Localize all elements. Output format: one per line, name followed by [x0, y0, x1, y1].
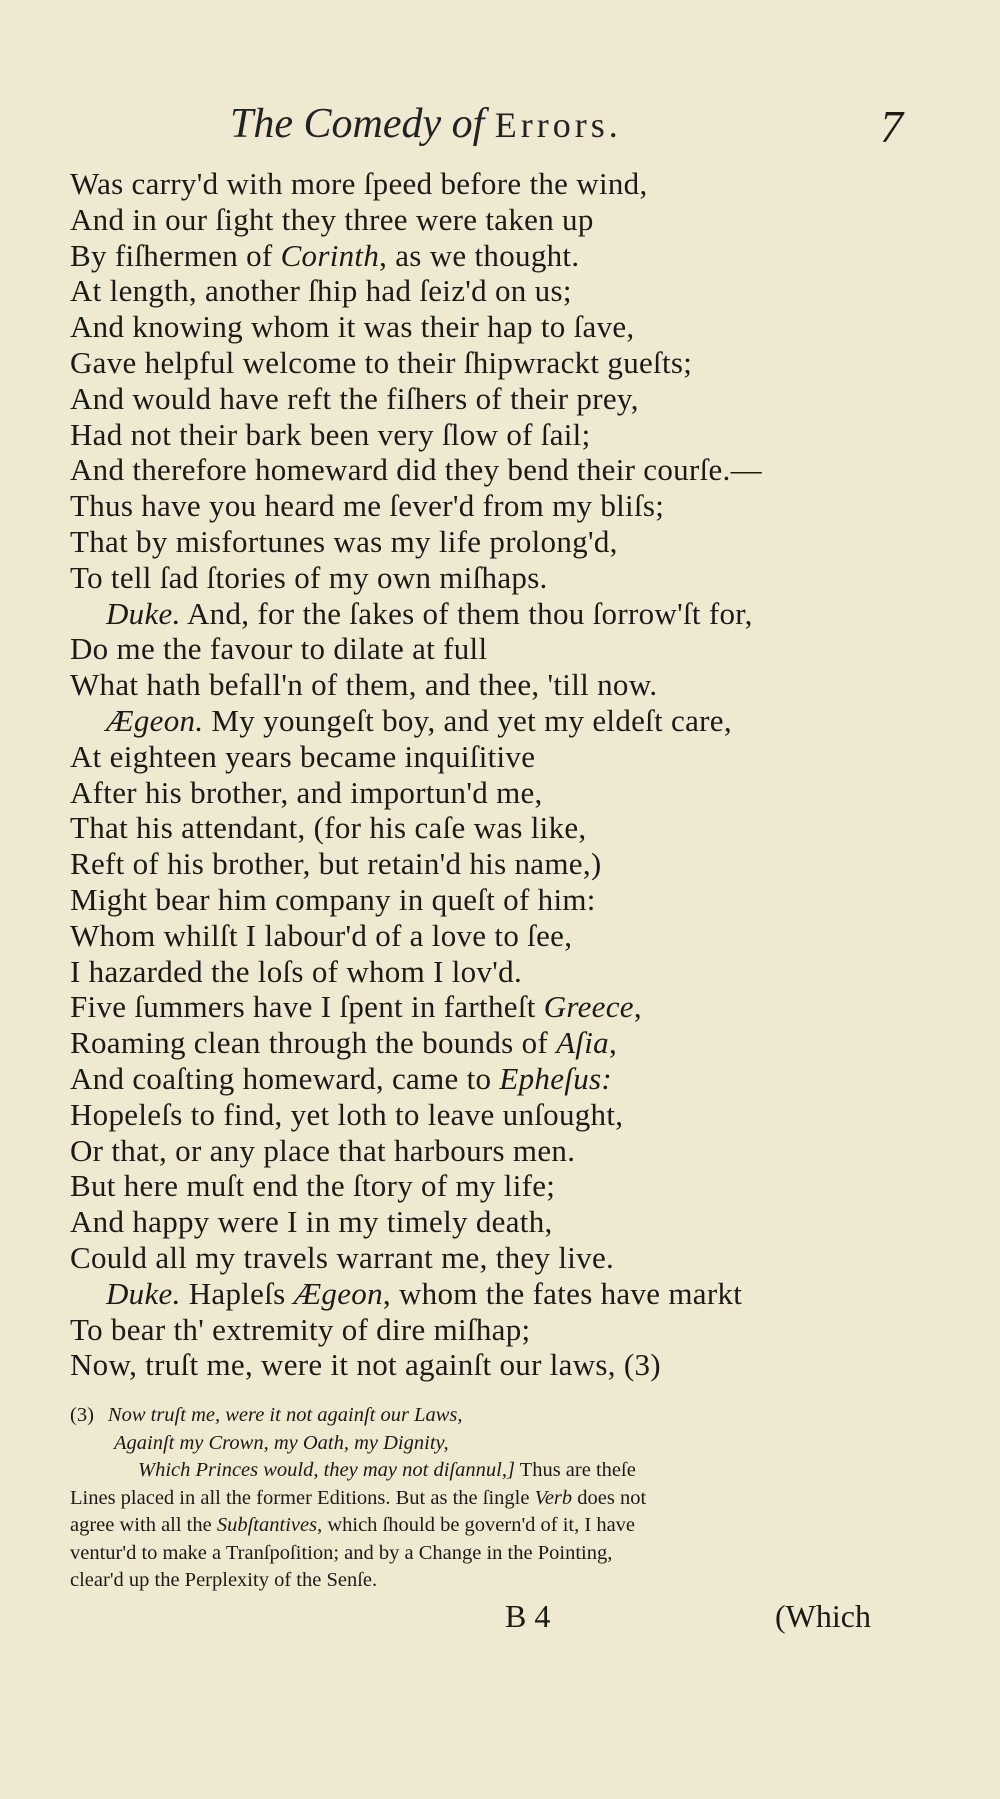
verse-line — [70, 202, 950, 238]
italic-text: Verb — [534, 1486, 573, 1509]
verse-line — [70, 1347, 950, 1383]
running-head-title: The Comedy of — [230, 101, 485, 147]
roman-text: , whom the fates have markt — [382, 1275, 743, 1311]
roman-text: And therefore homeward did they bend their courſe.— — [70, 452, 762, 488]
roman-text: That his attendant, (for his caſe was like, — [70, 810, 587, 846]
roman-text: Might bear him company in queſt of him: — [70, 881, 596, 917]
roman-text: Five ſummers have I ſpent in fartheſt — [70, 989, 544, 1025]
italic-text: Aſia — [556, 1025, 609, 1061]
verse-line — [70, 882, 950, 918]
roman-text: Lines placed in all the former Editions. But as the ſingle — [70, 1486, 535, 1509]
verse-line — [70, 1025, 950, 1061]
roman-text: To bear th' extremity of dire miſhap; — [70, 1311, 531, 1347]
verse-line — [70, 1204, 950, 1240]
catchword: (Which — [775, 1598, 871, 1634]
italic-text: Subſtantives — [216, 1514, 318, 1536]
footnote-line — [70, 1402, 900, 1430]
verse-line — [70, 810, 950, 846]
roman-text: Reft of his brother, but retain'd his name,) — [70, 846, 602, 882]
roman-text: Hopeleſs to find, yet loth to leave unſought, — [70, 1096, 624, 1132]
running-head-caps: Errors. — [494, 105, 622, 145]
roman-text: Had not their bark been very ſlow of ſail; — [70, 416, 591, 452]
roman-text: And, for the ſakes of them thou ſorrow'ſt for, — [180, 595, 753, 631]
verse-block — [70, 166, 950, 1383]
roman-text: Could all my travels warrant me, they live. — [70, 1239, 615, 1275]
footnote-quote: Now truſt me, were it not againſt our Laws, — [107, 1404, 463, 1426]
italic-text: Epheſus: — [499, 1060, 612, 1096]
footnote-text: Thus are theſe — [514, 1459, 636, 1481]
verse-line — [70, 846, 950, 882]
roman-text: agree with all the — [70, 1514, 217, 1536]
footnote-line: Againſt my Crown, my Oath, my Dignity, — [114, 1431, 449, 1454]
roman-text: I hazarded the loſs of whom I lov'd. — [70, 953, 522, 989]
roman-text: Whom whilſt I labour'd of a love to ſee, — [70, 917, 573, 953]
footnote-line: clear'd up the Perplexity of the Senſe. — [70, 1569, 378, 1591]
verse-line — [70, 1276, 950, 1312]
verse-line — [70, 488, 950, 524]
roman-text: And would have reft the fiſhers of their prey, — [70, 380, 639, 416]
verse-line — [70, 524, 950, 560]
verse-line — [70, 631, 950, 667]
verse-line — [70, 739, 950, 775]
verse-line — [70, 381, 950, 417]
verse-line — [70, 1168, 950, 1204]
footnote-marker: (3) — [70, 1404, 94, 1426]
footnote-line — [70, 1457, 900, 1485]
footnote — [70, 1402, 900, 1595]
verse-line — [70, 989, 950, 1025]
verse-line — [70, 596, 950, 632]
roman-text: That by misfortunes was my life prolong'd, — [70, 523, 618, 559]
verse-line — [70, 273, 950, 309]
footnote-quote: Which Princes would, they may not diſannul,] — [138, 1459, 515, 1481]
roman-text: Or that, or any place that harbours men. — [70, 1132, 576, 1168]
roman-text: Gave helpful welcome to their ſhipwrackt gueſts; — [70, 344, 693, 380]
italic-text: Ægeon — [293, 1275, 383, 1311]
page-number: 7 — [880, 101, 903, 152]
verse-line — [70, 238, 950, 274]
verse-line — [70, 775, 950, 811]
verse-line — [70, 1097, 950, 1133]
roman-text: Thus have you heard me ſever'd from my bliſs; — [70, 488, 665, 524]
verse-line — [70, 1312, 950, 1348]
verse-line — [70, 918, 950, 954]
verse-line — [70, 954, 950, 990]
italic-text: Corinth — [280, 237, 380, 273]
roman-text: At length, another ſhip had ſeiz'd on us; — [70, 273, 572, 309]
italic-text: Greece — [543, 989, 634, 1025]
roman-text: Hapleſs — [180, 1275, 294, 1311]
roman-text: Was carry'd with more ſpeed before the wind, — [70, 166, 648, 201]
roman-text: By fiſhermen of — [70, 237, 281, 273]
verse-line — [70, 345, 950, 381]
italic-text: Duke. — [106, 1275, 181, 1311]
roman-text: After his brother, and importun'd me, — [70, 774, 543, 810]
roman-text: , which ſhould be govern'd of it, I have — [317, 1514, 636, 1536]
footnote-line: ventur'd to make a Tranſpoſition; and by a Change in the Pointing, — [70, 1541, 613, 1564]
verse-line — [70, 703, 950, 739]
roman-text: And coaſting homeward, came to — [70, 1060, 500, 1096]
roman-text: Roaming clean through the bounds of — [70, 1025, 557, 1061]
roman-text: , — [633, 989, 642, 1025]
verse-line — [70, 1240, 950, 1276]
roman-text: does not — [572, 1486, 647, 1509]
roman-text: My youngeſt boy, and yet my eldeſt care, — [203, 702, 732, 738]
roman-text: To tell ſad ſtories of my own miſhaps. — [70, 559, 548, 595]
verse-line — [70, 166, 950, 202]
footnote-line — [70, 1485, 900, 1513]
roman-text: And happy were I in my timely death, — [70, 1204, 553, 1240]
roman-text: But here muſt end the ſtory of my life; — [70, 1168, 556, 1204]
verse-line — [70, 560, 950, 596]
roman-text: At eighteen years became inquiſitive — [70, 738, 536, 774]
roman-text: Now, truſt me, were it not againſt our laws, (3) — [70, 1347, 661, 1383]
signature-mark: B 4 — [505, 1598, 551, 1634]
verse-line — [70, 417, 950, 453]
verse-line — [70, 452, 950, 488]
italic-text: Ægeon. — [106, 702, 204, 738]
italic-text: Duke. — [106, 595, 181, 631]
roman-text: Do me the favour to dilate at full — [70, 631, 488, 667]
footnote-line — [70, 1512, 900, 1540]
verse-line — [70, 309, 950, 345]
roman-text: , as we thought. — [379, 237, 580, 273]
roman-text: What hath befall'n of them, and thee, 'till now. — [70, 667, 658, 703]
roman-text: And knowing whom it was their hap to ſave, — [70, 309, 635, 345]
verse-line — [70, 1061, 950, 1097]
verse-line — [70, 667, 950, 703]
verse-line — [70, 1133, 950, 1169]
running-head — [230, 100, 830, 148]
roman-text: And in our ſight they three were taken up — [70, 201, 594, 237]
roman-text: , — [608, 1025, 617, 1061]
